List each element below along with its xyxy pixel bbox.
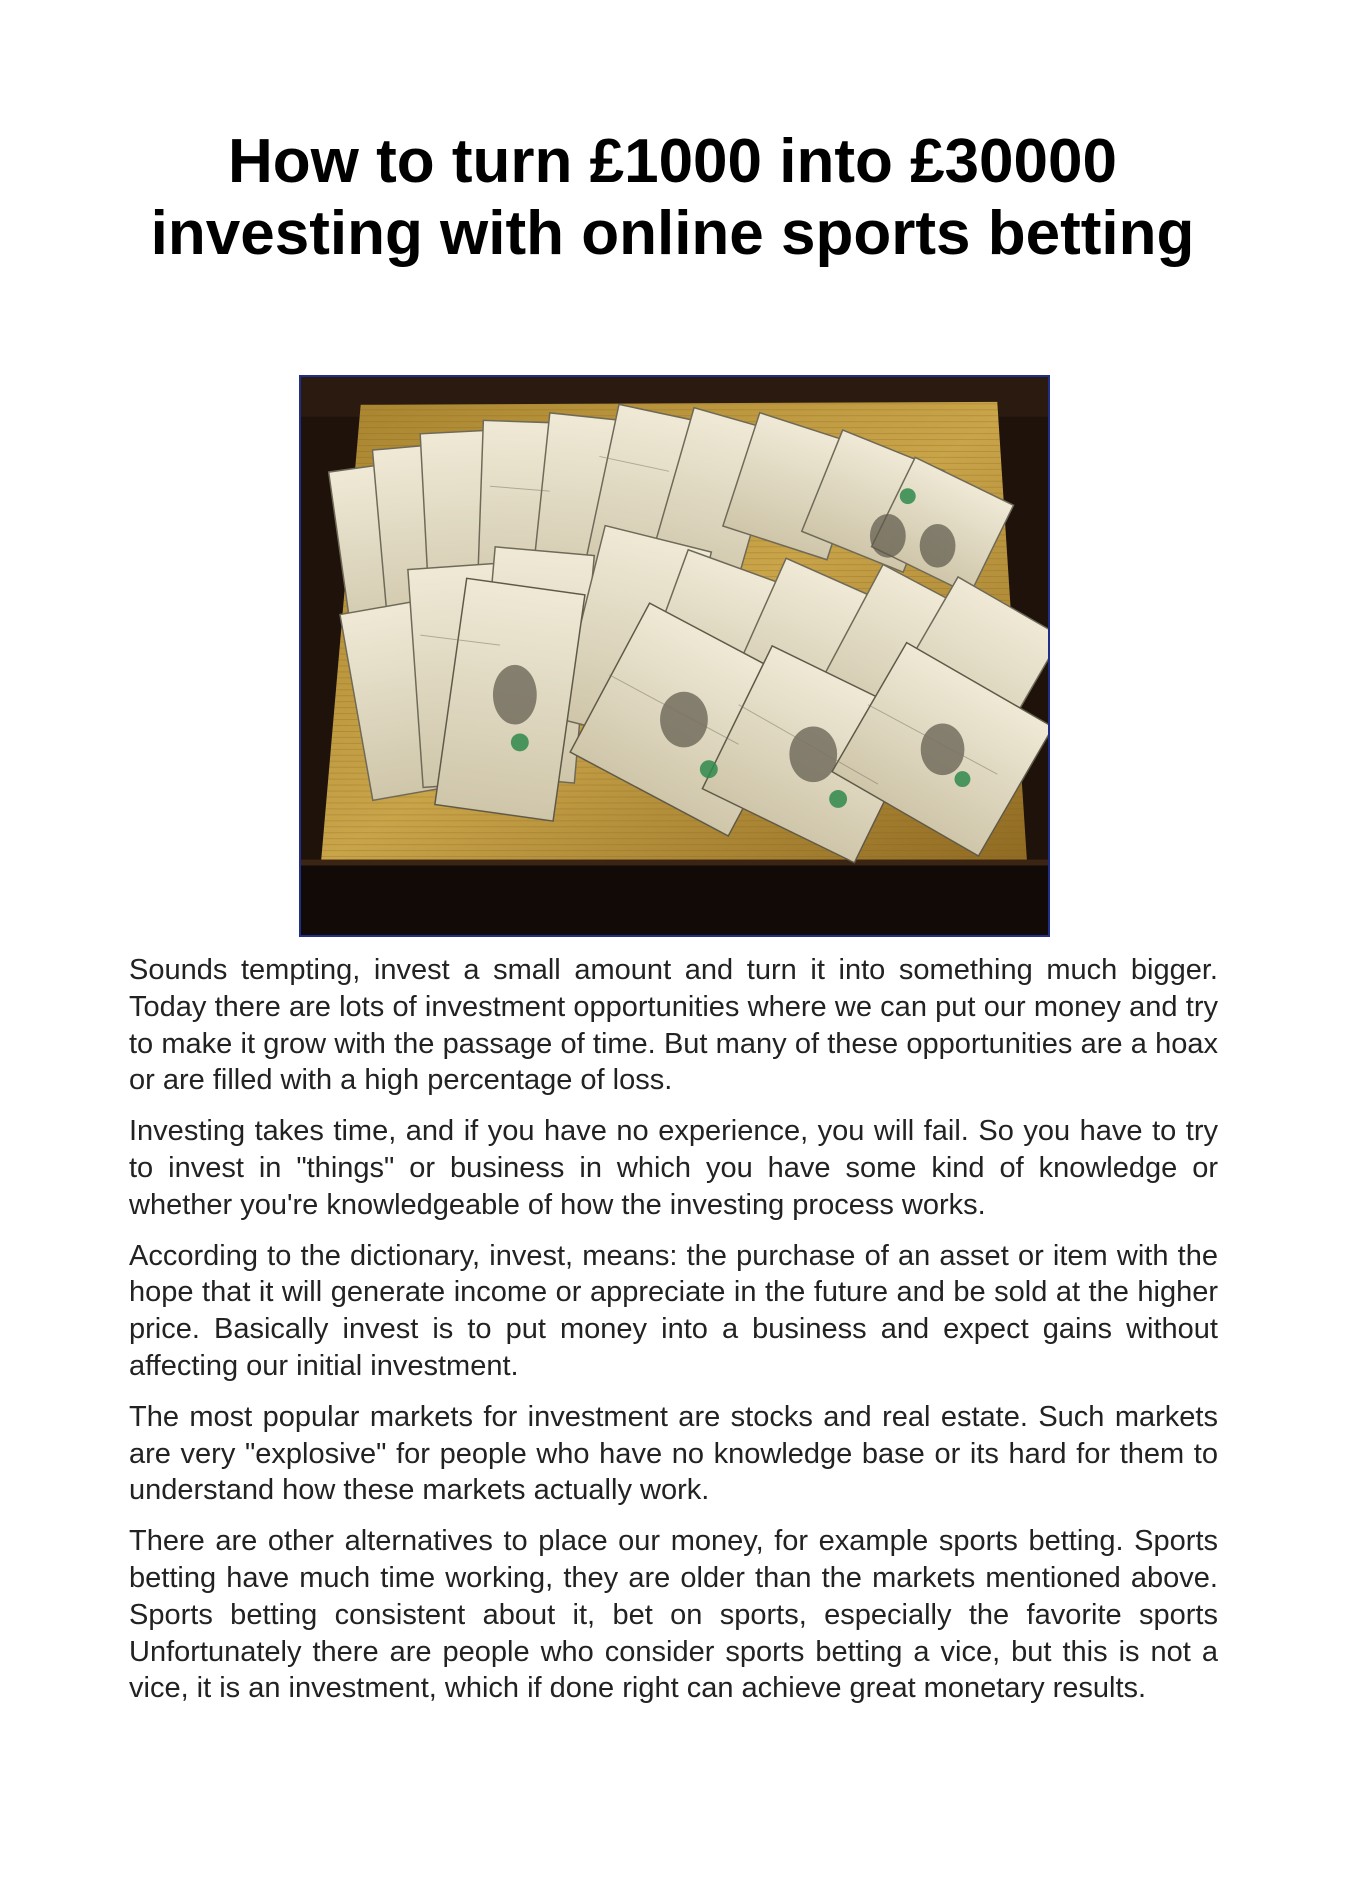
money-photo <box>299 375 1050 937</box>
paragraph: Sounds tempting, invest a small amount and turn it into something much bigger. Today there are lots of investment opportunities where we can put our money and try to make it grow with the passage of time. But many of these opportunities are a hoax or are filled with a high percentage of loss. <box>129 954 1218 1097</box>
paragraph: The most popular markets for investment are stocks and real estate. Such markets are very "explosive" for people who have no knowledge base or its hard for them to understand how these markets actually work. <box>129 1400 1218 1507</box>
money-photo-icon <box>301 377 1048 935</box>
paragraph: There are other alternatives to place our money, for example sports betting. Sports betting have much time working, they are older than the markets mentioned above. Sports betting consistent about it, bet on sports, especially the favorite sports Unfortunately there are people who consider sports betting a vice, but this is not a vice, it is an investment, which if done right can achieve great monetary results. <box>129 1525 1218 1705</box>
paragraph: According to the dictionary, invest, means: the purchase of an asset or item with the hope that it will generate income or appreciate in the future and be sold at the higher price. Basically invest is to put money into a business and expect gains without affecting our initial investment. <box>129 1239 1218 1382</box>
paragraph: Investing takes time, and if you have no experience, you will fail. So you have to try to invest in "things" or business in which you have some kind of knowledge or whether you're knowledgeable of how the investing process works. <box>129 1115 1218 1221</box>
page-title: How to turn £1000 into £30000 investing with online sports betting <box>150 127 1195 268</box>
article-body <box>129 952 1218 1721</box>
